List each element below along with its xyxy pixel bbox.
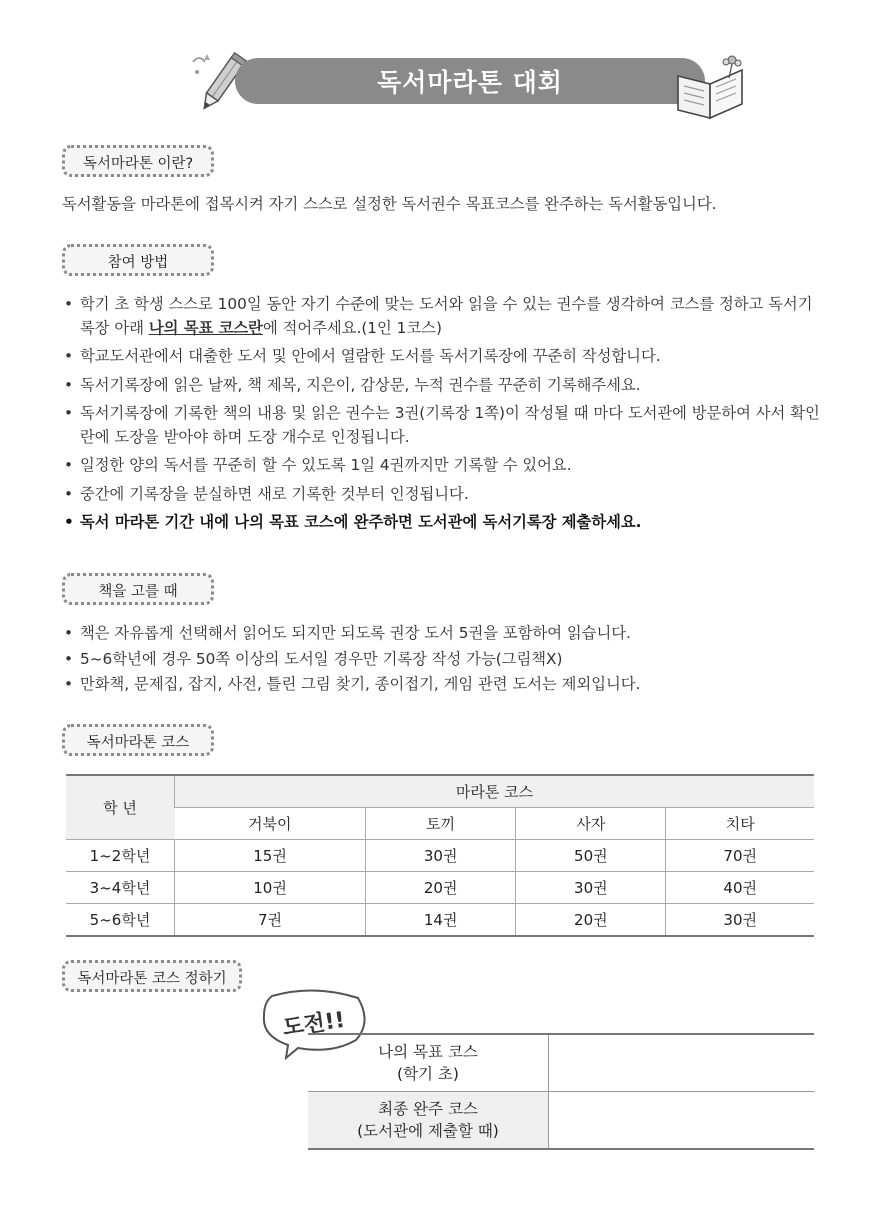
list-item: • 독서기록장에 기록한 책의 내용 및 읽은 권수는 3권(기록장 1쪽)이 작성될 때 마다 도서관에 방문하여 사서 확인란에 도장을 받아야 하며 도장 개수로 인정됩니다. [60, 402, 820, 449]
course-table [66, 774, 814, 937]
list-item: • 5~6학년에 경우 50쪽 이상의 도서일 경우만 기록장 작성 가능(그림책X) [60, 648, 820, 672]
open-book-icon [672, 52, 752, 122]
list-item: • 책은 자유롭게 선택해서 읽어도 되지만 되도록 권장 도서 5권을 포함하여 읽습니다. [60, 622, 820, 646]
section-label-intro: 독서마라톤 이란? [62, 145, 214, 177]
table-cell: 7권 [175, 904, 366, 937]
table-row [66, 872, 814, 904]
list-item-emphasis: • 독서 마라톤 기간 내에 나의 목표 코스에 완주하면 도서관에 독서기록장 제출하세요. [60, 511, 820, 535]
section-label-method: 참여 방법 [62, 244, 214, 276]
bubble-text: 도전!! [281, 1007, 347, 1042]
table-row [308, 1034, 814, 1092]
goal-course-input[interactable] [549, 1034, 815, 1092]
table-cell: 50권 [516, 840, 666, 872]
list-item: • 학기 초 학생 스스로 100일 동안 자기 수준에 맞는 도서와 읽을 수 있는 권수를 생각하여 코스를 정하고 독서기록장 아래 나의 목표 코스란에 적어주세요.(1인 1코스) [60, 293, 820, 340]
table-row [66, 904, 814, 937]
final-course-label: 최종 완주 코스 (도서관에 제출할 때) [308, 1092, 549, 1150]
grade-header: 학 년 [66, 775, 175, 840]
table-cell: 40권 [666, 872, 814, 904]
list-item: • 중간에 기록장을 분실하면 새로 기록한 것부터 인정됩니다. [60, 483, 820, 507]
table-cell: 70권 [666, 840, 814, 872]
column-header: 거북이 [175, 808, 366, 840]
course-group-header: 마라톤 코스 [175, 775, 815, 808]
table-cell: 30권 [366, 840, 516, 872]
list-item: • 일정한 양의 독서를 꾸준히 할 수 있도록 1일 4권까지만 기록할 수 있어요. [60, 454, 820, 478]
page-title: 독서마라톤 대회 [235, 58, 705, 104]
choose-list [60, 622, 820, 699]
table-row [308, 1092, 814, 1150]
grade-cell: 1~2학년 [66, 840, 175, 872]
table-cell: 15권 [175, 840, 366, 872]
method-list [60, 293, 820, 540]
intro-text: 독서활동을 마라톤에 접목시켜 자기 스스로 설정한 독서권수 목표코스를 완주하는 독서활동입니다. [62, 195, 717, 213]
table-cell: 20권 [366, 872, 516, 904]
table-cell: 30권 [516, 872, 666, 904]
list-item: • 학교도서관에서 대출한 도서 및 안에서 열람한 도서를 독서기록장에 꾸준히 작성합니다. [60, 345, 820, 369]
section-label-choose: 책을 고를 때 [62, 573, 214, 605]
column-header: 토끼 [366, 808, 516, 840]
list-item: • 만화책, 문제집, 잡지, 사전, 틀린 그림 찾기, 종이접기, 게임 관련 도서는 제외입니다. [60, 673, 820, 697]
grade-cell: 3~4학년 [66, 872, 175, 904]
column-header: 사자 [516, 808, 666, 840]
column-header: 치타 [666, 808, 814, 840]
section-label-course: 독서마라톤 코스 [62, 724, 214, 756]
list-item: • 독서기록장에 읽은 날짜, 책 제목, 지은이, 감상문, 누적 권수를 꾸준히 기록해주세요. [60, 374, 820, 398]
goal-course-emphasis: 나의 목표 코스란 [148, 318, 263, 337]
table-cell: 10권 [175, 872, 366, 904]
goal-course-table [308, 1033, 814, 1150]
table-row [66, 840, 814, 872]
final-course-input[interactable] [549, 1092, 815, 1150]
table-cell: 20권 [516, 904, 666, 937]
grade-cell: 5~6학년 [66, 904, 175, 937]
goal-course-label: 나의 목표 코스 (학기 초) [308, 1034, 549, 1092]
table-cell: 30권 [666, 904, 814, 937]
section-label-set-course: 독서마라톤 코스 정하기 [62, 960, 242, 992]
table-cell: 14권 [366, 904, 516, 937]
